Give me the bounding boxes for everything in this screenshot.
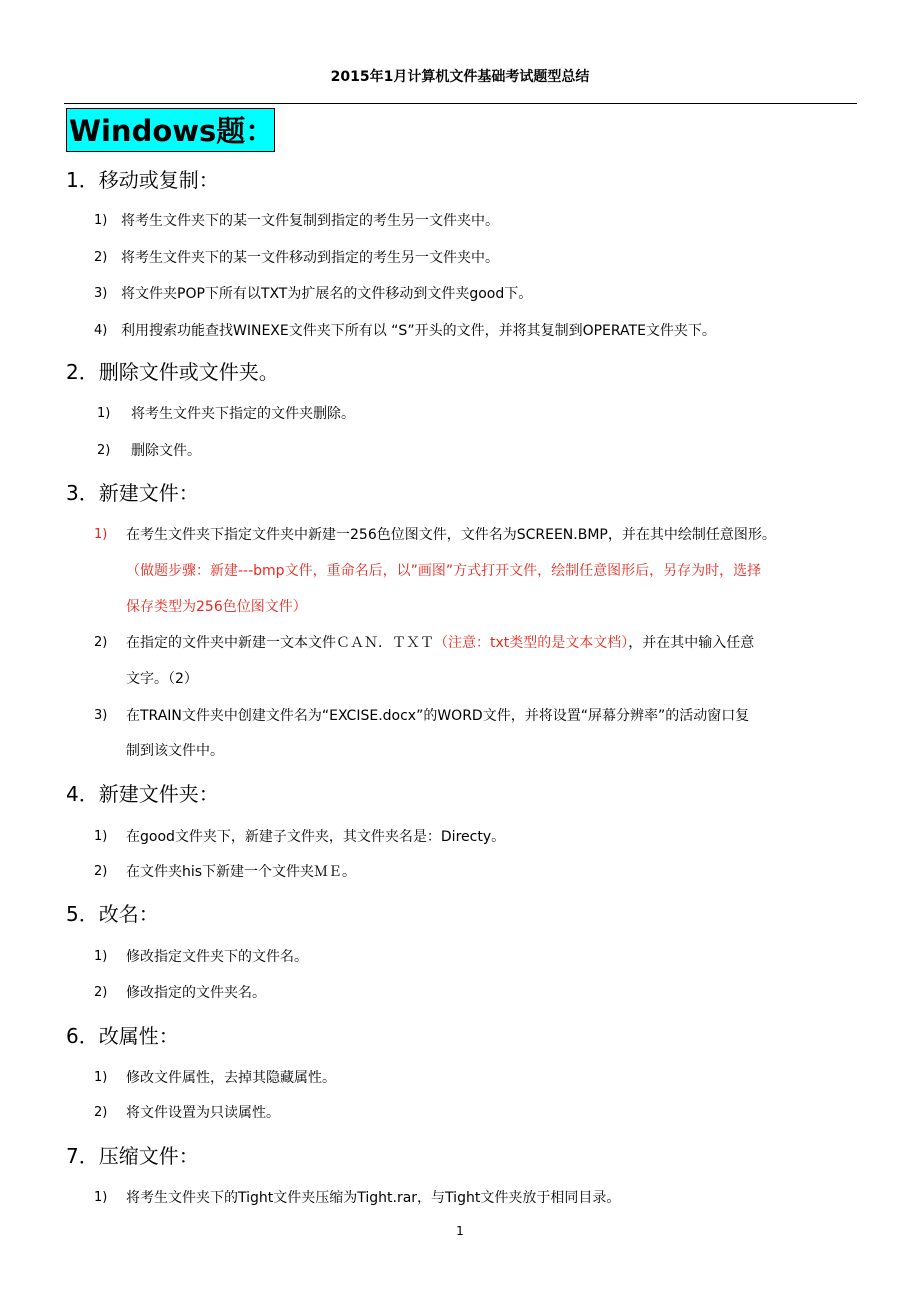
- section-title: 7．压缩文件：: [66, 1144, 199, 1168]
- item-number: 1): [94, 1070, 108, 1085]
- item-number: 4): [94, 323, 108, 338]
- list-item: 修改指定的文件夹名。: [126, 985, 266, 1001]
- list-item: 修改指定文件夹下的文件名。: [126, 949, 308, 965]
- step-note: 保存类型为256色位图文件）: [126, 599, 307, 615]
- windows-section-heading: Windows题：: [66, 108, 275, 152]
- item-number: 2): [97, 443, 111, 458]
- item-text: 在指定的文件夹中新建一文本文件ＣＡＮ．ＴＸＴ: [126, 635, 434, 651]
- list-item: [126, 632, 754, 654]
- list-item-continuation: 制到该文件中。: [126, 743, 224, 759]
- list-item: 将考生文件夹下指定的文件夹删除。: [131, 406, 355, 422]
- list-item: 将考生文件夹下的某一文件移动到指定的考生另一文件夹中。: [121, 250, 499, 266]
- header-rule: [64, 103, 857, 104]
- item-number: 2): [94, 864, 108, 879]
- section-title: 4．新建文件夹：: [66, 782, 219, 806]
- section-title: 5．改名：: [66, 902, 159, 926]
- item-number: 3): [94, 286, 108, 301]
- section-title: 3．新建文件：: [66, 481, 199, 505]
- step-note: （做题步骤：新建---bmp文件，重命名后，以”画图”方式打开文件，绘制任意图形后，另存为时，选择: [126, 563, 762, 579]
- page-number: 1: [456, 1224, 464, 1238]
- list-item-continuation: 文字。（2）: [126, 671, 198, 687]
- section-title: 2．删除文件或文件夹。: [66, 360, 279, 384]
- item-number: 2): [94, 1105, 108, 1120]
- item-number: 2): [94, 985, 108, 1000]
- list-item: 删除文件。: [131, 443, 201, 459]
- item-number: 1): [94, 949, 108, 964]
- item-number: 3): [94, 708, 108, 723]
- item-number: 2): [94, 635, 108, 650]
- item-text: ，并在其中输入任意: [628, 635, 755, 651]
- list-item: 利用搜索功能查找WINEXE文件夹下所有以 “S”开头的文件，并将其复制到OPERATE文件夹下。: [121, 323, 716, 339]
- item-note: （注意：txt类型的是文本文档）: [434, 635, 629, 651]
- document-header-title: 2015年1月计算机文件基础考试题型总结: [330, 69, 590, 85]
- item-number: 1): [94, 527, 108, 542]
- list-item: 将文件夹POP下所有以TXT为扩展名的文件移动到文件夹good下。: [121, 286, 533, 302]
- list-item: 将考生文件夹下的Tight文件夹压缩为Tight.rar，与Tight文件夹放于相同目录。: [126, 1190, 621, 1206]
- list-item: 修改文件属性，去掉其隐藏属性。: [126, 1070, 336, 1086]
- item-number: 1): [97, 406, 111, 421]
- list-item: 将考生文件夹下的某一文件复制到指定的考生另一文件夹中。: [121, 213, 499, 229]
- list-item: 在考生文件夹下指定文件夹中新建一256色位图文件，文件名为SCREEN.BMP，并在其中绘制任意图形。: [126, 527, 776, 543]
- item-number: 1): [94, 1190, 108, 1205]
- item-number: 1): [94, 829, 108, 844]
- list-item: 在TRAIN文件夹中创建文件名为“EXCISE.docx”的WORD文件，并将设置“屏幕分辨率”的活动窗口复: [126, 708, 750, 724]
- section-title: 1．移动或复制：: [66, 168, 219, 192]
- list-item: 在文件夹his下新建一个文件夹ＭＥ。: [126, 864, 357, 880]
- item-number: 2): [94, 250, 108, 265]
- list-item: 在good文件夹下，新建子文件夹，其文件夹名是：Directy。: [126, 829, 506, 845]
- item-number: 1): [94, 213, 108, 228]
- section-title: 6．改属性：: [66, 1024, 179, 1048]
- list-item: 将文件设置为只读属性。: [126, 1105, 280, 1121]
